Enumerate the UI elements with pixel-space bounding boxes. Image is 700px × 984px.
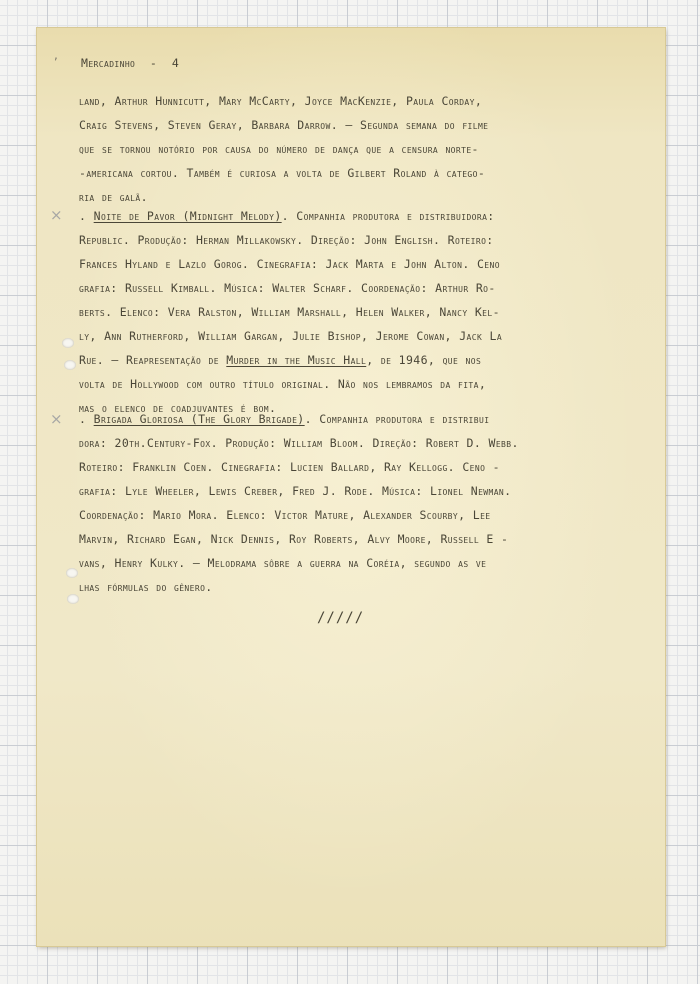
text-segment: Coordenação: Mario Mora. Elenco: Victor Mature, Alexander Scourby, Lee	[79, 508, 491, 522]
text-segment: -americana cortou. Também é curiosa a volta de Gilbert Roland à catego-	[79, 166, 486, 180]
punch-hole	[67, 594, 79, 604]
paragraph-brigada-gloriosa	[79, 407, 519, 599]
text-segment: , de 1946, que nos	[366, 353, 482, 367]
text-line	[79, 137, 488, 161]
film-title: Brigada Gloriosa (The Glory Brigade)	[93, 412, 305, 426]
text-segment: Republic. Produção: Herman Millakowsky. Direção: John English. Roteiro:	[79, 233, 494, 247]
text-segment: vans, Henry Kulky. — Melodrama sôbre a guerra na Coréia, segundo as ve	[79, 556, 487, 570]
end-mark: /////	[317, 610, 365, 626]
text-line	[79, 455, 519, 479]
text-segment: Roteiro: Franklin Coen. Cinegrafia: Lucien Ballard, Ray Kellogg. Ceno -	[79, 460, 500, 474]
text-segment: .	[79, 412, 94, 426]
text-segment: ly, Ann Rutherford, William Gargan, Julie Bishop, Jerome Cowan, Jack La	[79, 329, 503, 343]
paragraph-continuation	[79, 89, 488, 209]
margin-x-mark: ×	[50, 410, 63, 428]
text-segment: dora: 20th.Century-Fox. Produção: William Bloom. Direção: Robert D. Webb.	[79, 436, 519, 450]
film-title: Noite de Pavor (Midnight Melody)	[93, 209, 282, 223]
text-segment: berts. Elenco: Vera Ralston, William Marshall, Helen Walker, Nancy Kel-	[79, 305, 500, 319]
text-line	[79, 228, 502, 252]
text-segment: land, Arthur Hunnicutt, Mary McCarty, Joyce MacKenzie, Paula Corday,	[79, 94, 483, 108]
text-segment: mas o elenco de coadjuvantes é bom.	[79, 401, 277, 415]
text-segment: . Companhia produtora e distribuidora:	[281, 209, 495, 223]
text-line	[79, 575, 519, 599]
text-segment: Frances Hyland e Lazlo Gorog. Cinegrafia: Jack Marta e John Alton. Ceno	[79, 257, 500, 271]
text-line	[79, 204, 502, 228]
punch-hole	[66, 568, 78, 578]
text-line	[79, 551, 519, 575]
punch-hole	[64, 360, 76, 370]
film-title: Murder in the Music Hall	[226, 353, 367, 367]
text-line	[79, 89, 488, 113]
page-header: Mercadinho - 4	[81, 56, 180, 70]
text-line	[79, 276, 502, 300]
margin-tick: ,	[54, 48, 58, 62]
text-line	[79, 113, 488, 137]
text-line	[79, 372, 502, 396]
text-line	[79, 324, 502, 348]
text-line	[79, 252, 502, 276]
text-segment: lhas fórmulas do gênero.	[79, 580, 213, 594]
paragraph-noite-de-pavor	[79, 204, 502, 420]
text-segment: volta de Hollywood com outro título original. Não nos lembramos da fita,	[79, 377, 487, 391]
text-segment: . Companhia produtora e distribui	[304, 412, 490, 426]
text-segment: ria de galã.	[79, 190, 148, 204]
text-line	[79, 479, 519, 503]
punch-hole	[62, 338, 74, 348]
text-line	[79, 503, 519, 527]
text-segment: grafia: Lyle Wheeler, Lewis Creber, Fred J. Rode. Música: Lionel Newman.	[79, 484, 512, 498]
text-line	[79, 161, 488, 185]
text-line	[79, 407, 519, 431]
text-segment: Craig Stevens, Steven Geray, Barbara Darrow. — Segunda semana do filme	[79, 118, 489, 132]
margin-x-mark: ×	[50, 206, 63, 224]
text-segment: .	[79, 209, 94, 223]
text-segment: Marvin, Richard Egan, Nick Dennis, Roy Roberts, Alvy Moore, Russell E -	[79, 532, 509, 546]
text-line	[79, 300, 502, 324]
text-line	[79, 348, 502, 372]
text-line	[79, 431, 519, 455]
text-line	[79, 527, 519, 551]
text-segment: Rue. — Reapresentação de	[79, 353, 227, 367]
text-segment: que se tornou notório por causa do número de dança que a censura norte-	[79, 142, 479, 156]
text-segment: grafia: Russell Kimball. Música: Walter Scharf. Coordenação: Arthur Ro-	[79, 281, 496, 295]
typed-page	[37, 28, 665, 946]
